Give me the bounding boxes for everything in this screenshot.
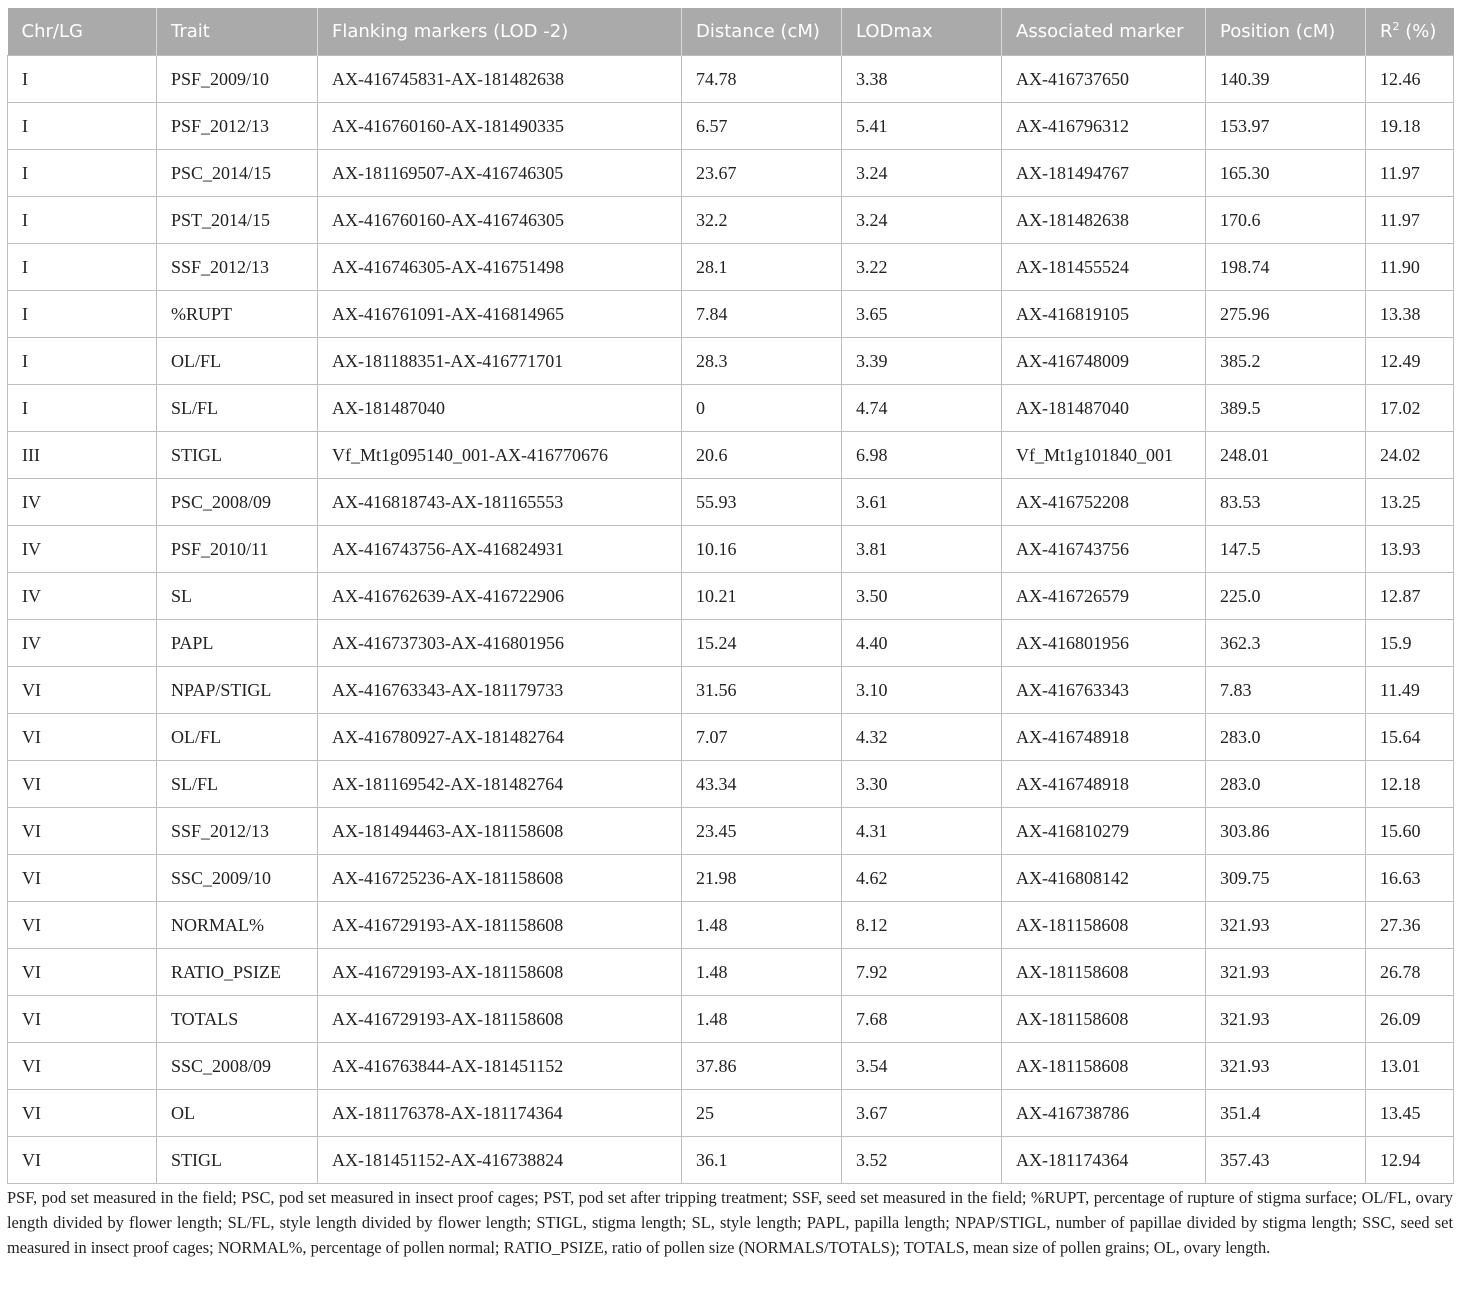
cell-distance: 10.16 xyxy=(682,526,842,573)
cell-r-squared: 26.09 xyxy=(1366,996,1454,1043)
cell-chr-lg: I xyxy=(8,291,157,338)
cell-trait: TOTALS xyxy=(157,996,318,1043)
cell-associated-marker: AX-416748918 xyxy=(1002,714,1206,761)
cell-chr-lg: I xyxy=(8,197,157,244)
cell-lodmax: 3.50 xyxy=(842,573,1002,620)
table-row xyxy=(8,385,1454,432)
cell-position: 321.93 xyxy=(1206,996,1366,1043)
cell-r-squared: 27.36 xyxy=(1366,902,1454,949)
header-chr-lg: Chr/LG xyxy=(8,8,157,56)
cell-trait: PSF_2012/13 xyxy=(157,103,318,150)
cell-flanking-markers: AX-416780927-AX-181482764 xyxy=(318,714,682,761)
cell-lodmax: 4.40 xyxy=(842,620,1002,667)
cell-position: 321.93 xyxy=(1206,949,1366,996)
table-body xyxy=(8,56,1454,1184)
cell-r-squared: 11.97 xyxy=(1366,197,1454,244)
cell-flanking-markers: AX-416763343-AX-181179733 xyxy=(318,667,682,714)
cell-position: 275.96 xyxy=(1206,291,1366,338)
cell-trait: SSF_2012/13 xyxy=(157,244,318,291)
cell-associated-marker: AX-181158608 xyxy=(1002,949,1206,996)
cell-trait: SSF_2012/13 xyxy=(157,808,318,855)
cell-lodmax: 7.92 xyxy=(842,949,1002,996)
cell-distance: 74.78 xyxy=(682,56,842,103)
cell-r-squared: 13.93 xyxy=(1366,526,1454,573)
cell-distance: 7.07 xyxy=(682,714,842,761)
cell-chr-lg: VI xyxy=(8,855,157,902)
cell-chr-lg: VI xyxy=(8,996,157,1043)
cell-flanking-markers: AX-416746305-AX-416751498 xyxy=(318,244,682,291)
cell-position: 357.43 xyxy=(1206,1137,1366,1184)
cell-chr-lg: VI xyxy=(8,761,157,808)
cell-flanking-markers: AX-416725236-AX-181158608 xyxy=(318,855,682,902)
cell-position: 385.2 xyxy=(1206,338,1366,385)
cell-flanking-markers: AX-416729193-AX-181158608 xyxy=(318,996,682,1043)
cell-position: 225.0 xyxy=(1206,573,1366,620)
cell-lodmax: 3.81 xyxy=(842,526,1002,573)
qtl-table xyxy=(7,8,1454,1184)
cell-associated-marker: AX-416763343 xyxy=(1002,667,1206,714)
cell-associated-marker: AX-416748918 xyxy=(1002,761,1206,808)
table-row xyxy=(8,103,1454,150)
cell-lodmax: 3.24 xyxy=(842,197,1002,244)
cell-position: 303.86 xyxy=(1206,808,1366,855)
cell-lodmax: 7.68 xyxy=(842,996,1002,1043)
cell-distance: 25 xyxy=(682,1090,842,1137)
cell-r-squared: 24.02 xyxy=(1366,432,1454,479)
cell-flanking-markers: AX-181494463-AX-181158608 xyxy=(318,808,682,855)
cell-lodmax: 4.74 xyxy=(842,385,1002,432)
table-row xyxy=(8,761,1454,808)
cell-r-squared: 13.25 xyxy=(1366,479,1454,526)
table-row xyxy=(8,996,1454,1043)
cell-lodmax: 3.52 xyxy=(842,1137,1002,1184)
table-row xyxy=(8,714,1454,761)
cell-lodmax: 4.32 xyxy=(842,714,1002,761)
table-footnote: PSF, pod set measured in the field; PSC, pod set measured in insect proof cages; PST, pod set after tripping treatment; SSF, seed set measured in the field; %RUPT, percentage of rupture of stigma surface; OL/FL, ovary length divided by flower length; SL/FL, style length divided by flower length; STIGL, stigma length; SL, style length; PAPL, papilla length; NPAP/STIGL, number of papillae divided by stigma length; SSC, seed set measured in insect proof cages; NORMAL%, percentage of pollen normal; RATIO_PSIZE, ratio of pollen size (NORMALS/TOTALS); TOTALS, mean size of pollen grains; OL, ovary length. xyxy=(7,1188,1453,1257)
cell-position: 198.74 xyxy=(1206,244,1366,291)
cell-r-squared: 12.46 xyxy=(1366,56,1454,103)
table-row xyxy=(8,338,1454,385)
table-row xyxy=(8,1043,1454,1090)
table-row xyxy=(8,949,1454,996)
cell-trait: SSC_2009/10 xyxy=(157,855,318,902)
cell-position: 83.53 xyxy=(1206,479,1366,526)
cell-distance: 31.56 xyxy=(682,667,842,714)
cell-chr-lg: I xyxy=(8,103,157,150)
cell-distance: 7.84 xyxy=(682,291,842,338)
header-r-unit: (%) xyxy=(1399,21,1437,42)
cell-associated-marker: AX-181158608 xyxy=(1002,1043,1206,1090)
cell-distance: 15.24 xyxy=(682,620,842,667)
cell-distance: 23.67 xyxy=(682,150,842,197)
cell-distance: 0 xyxy=(682,385,842,432)
cell-position: 140.39 xyxy=(1206,56,1366,103)
cell-trait: SL/FL xyxy=(157,761,318,808)
cell-lodmax: 3.30 xyxy=(842,761,1002,808)
header-position: Position (cM) xyxy=(1206,8,1366,56)
cell-trait: SSC_2008/09 xyxy=(157,1043,318,1090)
cell-lodmax: 3.54 xyxy=(842,1043,1002,1090)
cell-associated-marker: AX-416737650 xyxy=(1002,56,1206,103)
table-row xyxy=(8,902,1454,949)
table-row xyxy=(8,1137,1454,1184)
cell-chr-lg: IV xyxy=(8,620,157,667)
table-row xyxy=(8,573,1454,620)
cell-associated-marker: AX-181158608 xyxy=(1002,902,1206,949)
table-row xyxy=(8,432,1454,479)
cell-lodmax: 8.12 xyxy=(842,902,1002,949)
cell-chr-lg: IV xyxy=(8,526,157,573)
cell-flanking-markers: AX-416737303-AX-416801956 xyxy=(318,620,682,667)
cell-associated-marker: AX-416796312 xyxy=(1002,103,1206,150)
cell-r-squared: 15.60 xyxy=(1366,808,1454,855)
cell-flanking-markers: AX-181487040 xyxy=(318,385,682,432)
cell-r-squared: 11.49 xyxy=(1366,667,1454,714)
cell-distance: 32.2 xyxy=(682,197,842,244)
header-r-base: R xyxy=(1380,21,1393,42)
cell-r-squared: 17.02 xyxy=(1366,385,1454,432)
cell-chr-lg: VI xyxy=(8,714,157,761)
cell-associated-marker: AX-181174364 xyxy=(1002,1137,1206,1184)
cell-flanking-markers: AX-181176378-AX-181174364 xyxy=(318,1090,682,1137)
cell-associated-marker: AX-181487040 xyxy=(1002,385,1206,432)
cell-trait: OL xyxy=(157,1090,318,1137)
cell-position: 309.75 xyxy=(1206,855,1366,902)
table-row xyxy=(8,667,1454,714)
cell-associated-marker: AX-416748009 xyxy=(1002,338,1206,385)
cell-associated-marker: AX-416726579 xyxy=(1002,573,1206,620)
cell-distance: 20.6 xyxy=(682,432,842,479)
cell-trait: PAPL xyxy=(157,620,318,667)
cell-chr-lg: I xyxy=(8,244,157,291)
cell-flanking-markers: AX-416745831-AX-181482638 xyxy=(318,56,682,103)
cell-flanking-markers: AX-416760160-AX-181490335 xyxy=(318,103,682,150)
cell-flanking-markers: AX-181451152-AX-416738824 xyxy=(318,1137,682,1184)
cell-associated-marker: AX-181455524 xyxy=(1002,244,1206,291)
cell-distance: 21.98 xyxy=(682,855,842,902)
cell-trait: RATIO_PSIZE xyxy=(157,949,318,996)
cell-associated-marker: AX-416752208 xyxy=(1002,479,1206,526)
qtl-table-container xyxy=(7,8,1453,1184)
cell-r-squared: 13.01 xyxy=(1366,1043,1454,1090)
cell-r-squared: 11.90 xyxy=(1366,244,1454,291)
cell-position: 7.83 xyxy=(1206,667,1366,714)
cell-associated-marker: AX-416808142 xyxy=(1002,855,1206,902)
cell-distance: 23.45 xyxy=(682,808,842,855)
cell-chr-lg: VI xyxy=(8,667,157,714)
cell-trait: SL/FL xyxy=(157,385,318,432)
header-associated-marker: Associated marker xyxy=(1002,8,1206,56)
cell-r-squared: 13.45 xyxy=(1366,1090,1454,1137)
cell-distance: 1.48 xyxy=(682,902,842,949)
cell-flanking-markers: AX-416762639-AX-416722906 xyxy=(318,573,682,620)
cell-trait: PSF_2010/11 xyxy=(157,526,318,573)
cell-r-squared: 15.64 xyxy=(1366,714,1454,761)
cell-chr-lg: VI xyxy=(8,902,157,949)
cell-r-squared: 12.94 xyxy=(1366,1137,1454,1184)
cell-r-squared: 26.78 xyxy=(1366,949,1454,996)
cell-flanking-markers: AX-416818743-AX-181165553 xyxy=(318,479,682,526)
cell-flanking-markers: AX-416763844-AX-181451152 xyxy=(318,1043,682,1090)
cell-chr-lg: VI xyxy=(8,1137,157,1184)
cell-chr-lg: VI xyxy=(8,949,157,996)
cell-r-squared: 13.38 xyxy=(1366,291,1454,338)
cell-associated-marker: AX-416801956 xyxy=(1002,620,1206,667)
cell-flanking-markers: AX-181188351-AX-416771701 xyxy=(318,338,682,385)
header-r-squared xyxy=(1366,8,1454,56)
cell-distance: 43.34 xyxy=(682,761,842,808)
header-lodmax: LODmax xyxy=(842,8,1002,56)
table-row xyxy=(8,526,1454,573)
cell-distance: 1.48 xyxy=(682,996,842,1043)
cell-flanking-markers: AX-181169542-AX-181482764 xyxy=(318,761,682,808)
cell-position: 321.93 xyxy=(1206,902,1366,949)
cell-chr-lg: III xyxy=(8,432,157,479)
cell-flanking-markers: AX-181169507-AX-416746305 xyxy=(318,150,682,197)
cell-flanking-markers: AX-416729193-AX-181158608 xyxy=(318,949,682,996)
cell-position: 170.6 xyxy=(1206,197,1366,244)
cell-r-squared: 15.9 xyxy=(1366,620,1454,667)
cell-r-squared: 12.87 xyxy=(1366,573,1454,620)
cell-lodmax: 3.67 xyxy=(842,1090,1002,1137)
cell-position: 389.5 xyxy=(1206,385,1366,432)
cell-lodmax: 5.41 xyxy=(842,103,1002,150)
table-row xyxy=(8,1090,1454,1137)
header-flanking-markers: Flanking markers (LOD -2) xyxy=(318,8,682,56)
cell-trait: STIGL xyxy=(157,432,318,479)
table-row xyxy=(8,150,1454,197)
cell-position: 351.4 xyxy=(1206,1090,1366,1137)
cell-lodmax: 3.65 xyxy=(842,291,1002,338)
cell-distance: 37.86 xyxy=(682,1043,842,1090)
table-row xyxy=(8,291,1454,338)
cell-r-squared: 19.18 xyxy=(1366,103,1454,150)
cell-r-squared: 16.63 xyxy=(1366,855,1454,902)
cell-r-squared: 12.18 xyxy=(1366,761,1454,808)
cell-trait: PSF_2009/10 xyxy=(157,56,318,103)
cell-position: 321.93 xyxy=(1206,1043,1366,1090)
table-row xyxy=(8,855,1454,902)
cell-trait: %RUPT xyxy=(157,291,318,338)
cell-position: 248.01 xyxy=(1206,432,1366,479)
cell-associated-marker: AX-181158608 xyxy=(1002,996,1206,1043)
cell-chr-lg: VI xyxy=(8,1043,157,1090)
cell-distance: 10.21 xyxy=(682,573,842,620)
cell-flanking-markers: AX-416743756-AX-416824931 xyxy=(318,526,682,573)
cell-associated-marker: AX-416810279 xyxy=(1002,808,1206,855)
table-row xyxy=(8,479,1454,526)
cell-chr-lg: I xyxy=(8,338,157,385)
cell-distance: 36.1 xyxy=(682,1137,842,1184)
cell-distance: 1.48 xyxy=(682,949,842,996)
cell-chr-lg: I xyxy=(8,150,157,197)
cell-lodmax: 3.22 xyxy=(842,244,1002,291)
cell-position: 362.3 xyxy=(1206,620,1366,667)
cell-flanking-markers: AX-416760160-AX-416746305 xyxy=(318,197,682,244)
cell-chr-lg: VI xyxy=(8,808,157,855)
cell-lodmax: 3.61 xyxy=(842,479,1002,526)
cell-lodmax: 3.24 xyxy=(842,150,1002,197)
cell-trait: PST_2014/15 xyxy=(157,197,318,244)
cell-flanking-markers: AX-416761091-AX-416814965 xyxy=(318,291,682,338)
cell-lodmax: 6.98 xyxy=(842,432,1002,479)
cell-associated-marker: AX-416738786 xyxy=(1002,1090,1206,1137)
header-distance: Distance (cM) xyxy=(682,8,842,56)
cell-position: 283.0 xyxy=(1206,761,1366,808)
table-row xyxy=(8,197,1454,244)
cell-lodmax: 4.62 xyxy=(842,855,1002,902)
cell-associated-marker: AX-181482638 xyxy=(1002,197,1206,244)
cell-lodmax: 3.39 xyxy=(842,338,1002,385)
cell-trait: PSC_2014/15 xyxy=(157,150,318,197)
cell-r-squared: 12.49 xyxy=(1366,338,1454,385)
header-trait: Trait xyxy=(157,8,318,56)
cell-position: 153.97 xyxy=(1206,103,1366,150)
cell-flanking-markers: Vf_Mt1g095140_001-AX-416770676 xyxy=(318,432,682,479)
cell-r-squared: 11.97 xyxy=(1366,150,1454,197)
cell-position: 283.0 xyxy=(1206,714,1366,761)
cell-associated-marker: AX-416743756 xyxy=(1002,526,1206,573)
cell-trait: SL xyxy=(157,573,318,620)
cell-distance: 55.93 xyxy=(682,479,842,526)
cell-chr-lg: I xyxy=(8,385,157,432)
cell-lodmax: 4.31 xyxy=(842,808,1002,855)
cell-distance: 28.3 xyxy=(682,338,842,385)
table-row xyxy=(8,620,1454,667)
cell-trait: PSC_2008/09 xyxy=(157,479,318,526)
cell-position: 165.30 xyxy=(1206,150,1366,197)
cell-chr-lg: VI xyxy=(8,1090,157,1137)
table-row xyxy=(8,808,1454,855)
cell-trait: OL/FL xyxy=(157,338,318,385)
header-r-superscript: 2 xyxy=(1392,20,1400,33)
cell-lodmax: 3.38 xyxy=(842,56,1002,103)
cell-distance: 28.1 xyxy=(682,244,842,291)
cell-chr-lg: IV xyxy=(8,573,157,620)
cell-trait: OL/FL xyxy=(157,714,318,761)
table-header-row xyxy=(8,8,1454,56)
table-row xyxy=(8,244,1454,291)
cell-associated-marker: Vf_Mt1g101840_001 xyxy=(1002,432,1206,479)
table-row xyxy=(8,56,1454,103)
cell-associated-marker: AX-181494767 xyxy=(1002,150,1206,197)
cell-trait: NORMAL% xyxy=(157,902,318,949)
cell-associated-marker: AX-416819105 xyxy=(1002,291,1206,338)
cell-position: 147.5 xyxy=(1206,526,1366,573)
cell-distance: 6.57 xyxy=(682,103,842,150)
cell-chr-lg: IV xyxy=(8,479,157,526)
cell-flanking-markers: AX-416729193-AX-181158608 xyxy=(318,902,682,949)
cell-lodmax: 3.10 xyxy=(842,667,1002,714)
cell-trait: STIGL xyxy=(157,1137,318,1184)
cell-chr-lg: I xyxy=(8,56,157,103)
cell-trait: NPAP/STIGL xyxy=(157,667,318,714)
